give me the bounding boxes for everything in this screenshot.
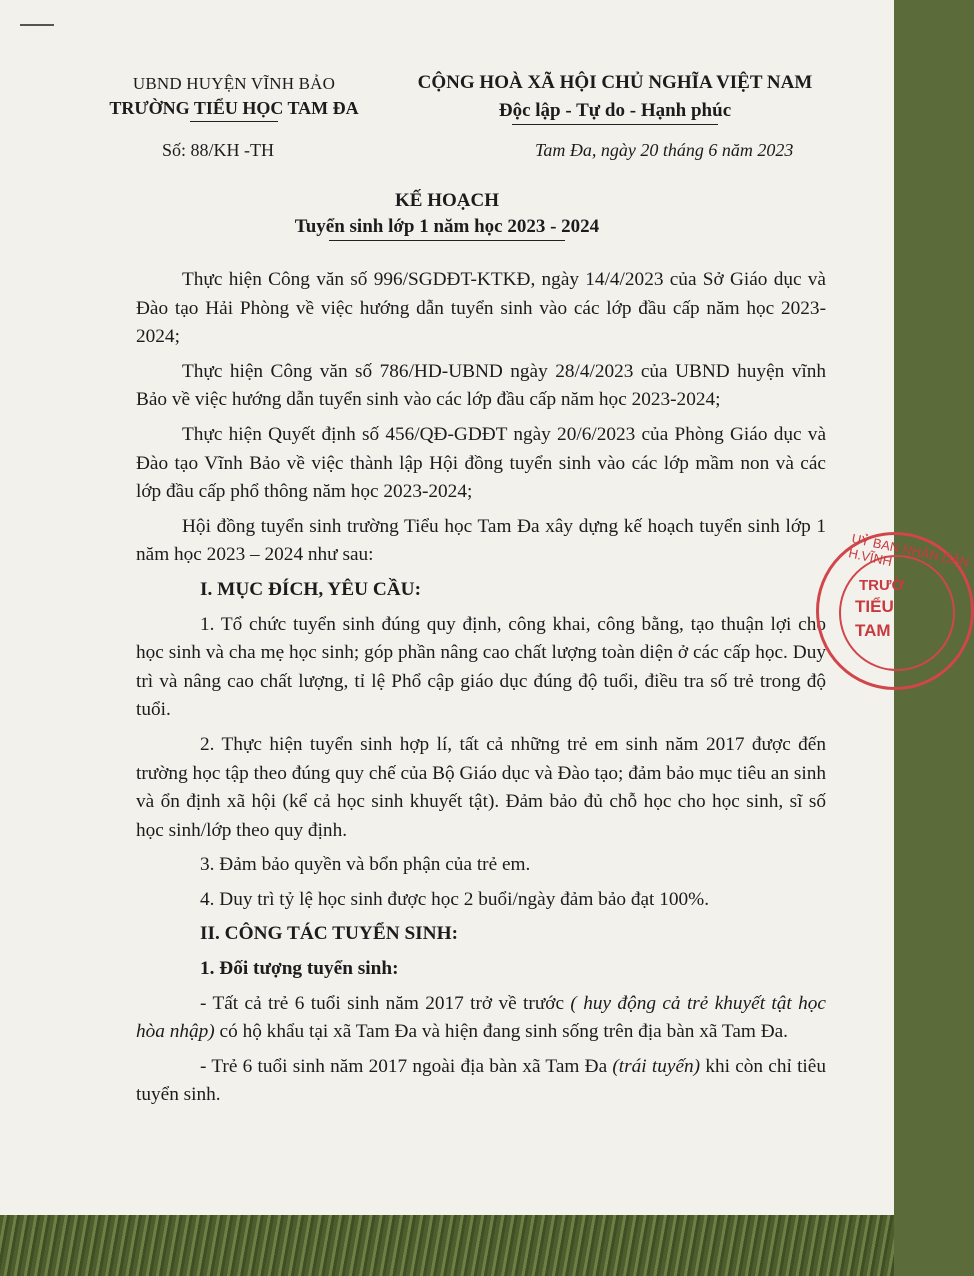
text-run: - Trẻ 6 tuổi sinh năm 2017 ngoài địa bàn xã Tam Đa (200, 1055, 613, 1077)
stamp-ring-text: UỶ BAN NHÂN DÂN H.VĨNH (847, 530, 971, 571)
paragraph: Thực hiện Công văn số 996/SGDĐT-KTKĐ, ngày 14/4/2023 của Sở Giáo dục và Đào tạo Hải Phòng về việc hướng dẫn tuyển sinh vào các lớp đầu cấp năm học 2023-2024; (136, 269, 826, 348)
motto: Độc lập - Tự do - Hạnh phúc (498, 100, 732, 121)
list-item (136, 1053, 826, 1110)
stamp-line: TIỂU (855, 597, 894, 616)
stamp-line: TAM (855, 621, 891, 640)
paragraph: Hội đồng tuyển sinh trường Tiểu học Tam Đa xây dựng kế hoạch tuyển sinh lớp 1 năm học 2023 – 2024 như sau: (136, 515, 826, 566)
document-title (0, 190, 894, 241)
text-run-italic: ( huy động cả trẻ khuyết tật học hòa nhập) (136, 992, 826, 1043)
official-stamp (816, 532, 974, 690)
title-sub: Tuyển sinh lớp 1 năm học 2023 - 2024 (294, 216, 600, 237)
document-number: Số: 88/KH -TH (162, 140, 274, 160)
section-heading: II. CÔNG TÁC TUYỂN SINH: (200, 923, 459, 945)
list-item (136, 990, 826, 1047)
header-left-rule (190, 121, 278, 122)
list-item: 3. Đảm bảo quyền và bổn phận của trẻ em. (200, 854, 531, 876)
top-mark (20, 24, 54, 26)
document-date: Tam Đa, ngày 20 tháng 6 năm 2023 (535, 140, 794, 160)
agency-name: UBND HUYỆN VĨNH BẢO (132, 74, 336, 93)
text-run: có hộ khẩu tại xã Tam Đa và hiện đang sinh sống trên địa bàn xã Tam Đa. (214, 1021, 789, 1043)
title-main: KẾ HOẠCH (395, 190, 499, 211)
header-left (84, 74, 384, 122)
school-name: TRƯỜNG TIỂU HỌC TAM ĐA (109, 98, 359, 118)
list-item: 4. Duy trì tỷ lệ học sinh được học 2 buổi/ngày đảm bảo đạt 100%. (200, 888, 710, 910)
sub-heading: 1. Đối tượng tuyển sinh: (200, 958, 399, 980)
section-heading: I. MỤC ĐÍCH, YÊU CẦU: (200, 578, 422, 600)
list-item: 1. Tổ chức tuyển sinh đúng quy định, công khai, công bằng, tạo thuận lợi cho học sinh và cha mẹ học sinh; góp phần nâng cao chất lượng toàn diện ở các cấp học. Duy trì và nâng cao chất lượng, tỉ lệ Phổ cập giáo dục đúng độ tuổi, điều tra số trẻ trong độ tuổi. (136, 613, 826, 721)
title-rule (329, 240, 565, 241)
header-right-rule (512, 124, 718, 125)
text-run: - Tất cả trẻ 6 tuổi sinh năm 2017 trở về trước (200, 992, 571, 1014)
text-run-italic: (trái tuyến) (612, 1055, 701, 1077)
list-item: 2. Thực hiện tuyển sinh hợp lí, tất cả những trẻ em sinh năm 2017 được đến trường học tập theo đúng quy chế của Bộ Giáo dục và Đào tạo; đảm bảo mục tiêu an sinh và ổn định xã hội (kể cả học sinh khuyết tật). Đảm bảo đủ chỗ học cho học sinh, sĩ số học sinh/lớp theo quy định. (136, 733, 826, 841)
paragraph: Thực hiện Quyết định số 456/QĐ-GDĐT ngày 20/6/2023 của Phòng Giáo dục và Đào tạo Vĩnh Bảo về việc thành lập Hội đồng tuyển sinh vào các lớp mầm non và các lớp đầu cấp phổ thông năm học 2023-2024; (136, 423, 826, 503)
paragraph: Thực hiện Công văn số 786/HD-UBND ngày 28/4/2023 của UBND huyện vĩnh Bảo về việc hướng dẫn tuyển sinh vào các lớp đầu cấp năm học 2023-2024; (136, 360, 826, 411)
grass-background (0, 1215, 894, 1276)
country-name: CỘNG HOÀ XÃ HỘI CHỦ NGHĨA VIỆT NAM (417, 72, 813, 93)
document-body (136, 266, 826, 1116)
text-run: khi còn chỉ tiêu tuyển sinh. (136, 1055, 826, 1106)
stamp-line: TRƯỜ (859, 577, 905, 594)
header-right (380, 72, 850, 125)
